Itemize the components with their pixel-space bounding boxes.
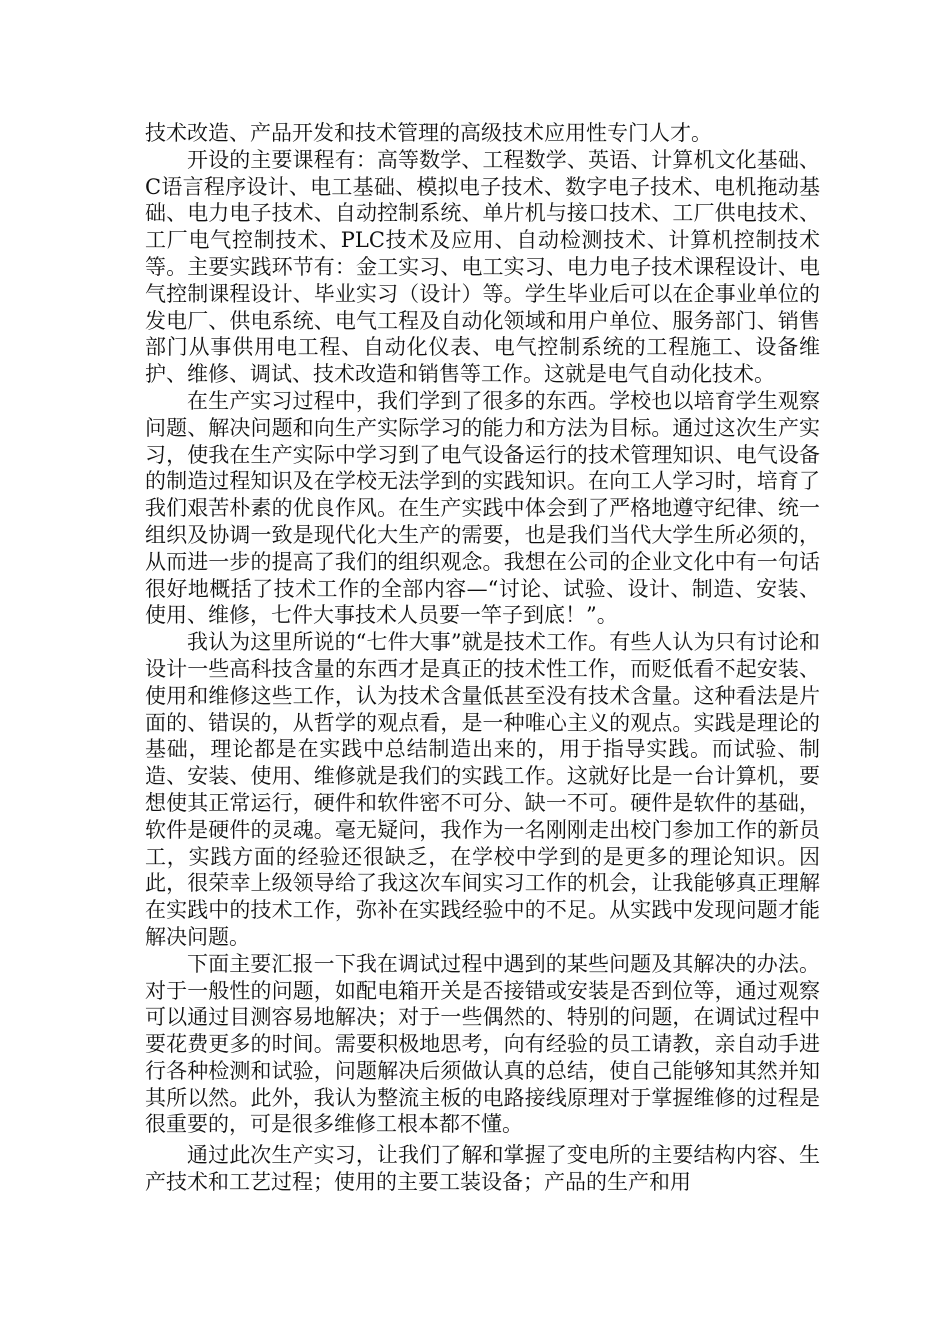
paragraph-1: 技术改造、产品开发和技术管理的高级技术应用性专门人才。 (145, 121, 712, 145)
paragraph-6: 通过此次生产实习，让我们了解和掌握了变电所的主要结构内容、生产技术和工艺过程；使用的主要工装设备；产品的生产和用 (145, 1143, 820, 1195)
document-body (145, 120, 820, 1196)
paragraph-3: 在生产实习过程中，我们学到了很多的东西。学校也以培育学生观察问题、解决问题和向生产实际学习的能力和方法为目标。通过这次生产实习，使我在生产实际中学习到了电气设备运行的技术管理知识、电气设备的制造过程知识及在学校无法学到的实践知识。在向工人学习时，培育了我们艰苦朴素的优良作风。在生产实践中体会到了严格地遵守纪律、统一组织及协调一致是现代化大生产的需要，也是我们当代大学生所必须的，从而进一步的提高了我们的组织观念。我想在公司的企业文化中有一句话很好地概括了技术工作的全部内容—“讨论、试验、设计、制造、安装、使用、维修，七件大事技术人员要一竿子到底！”。 (145, 388, 820, 628)
paragraph-2: 开设的主要课程有：高等数学、工程数学、英语、计算机文化基础、C语言程序设计、电工基础、模拟电子技术、数字电子技术、电机拖动基础、电力电子技术、自动控制系统、单片机与接口技术、工厂供电技术、工厂电气控制技术、PLC技术及应用、自动检测技术、计算机控制技术等。主要实践环节有：金工实习、电工实习、电力电子技术课程设计、电气控制课程设计、毕业实习（设计）等。学生毕业后可以在企事业单位的发电厂、供电系统、电气工程及自动化领域和用户单位、服务部门、销售部门从事供用电工程、自动化仪表、电气控制系统的工程施工、设备维护、维修、调试、技术改造和销售等工作。这就是电气自动化技术。 (145, 147, 820, 387)
paragraph-4: 我认为这里所说的“七件大事”就是技术工作。有些人认为只有讨论和设计一些高科技含量的东西才是真正的技术性工作，而贬低看不起安装、使用和维修这些工作，认为技术含量低甚至没有技术含量。这种看法是片面的、错误的，从哲学的观点看，是一种唯心主义的观点。实践是理论的基础，理论都是在实践中总结制造出来的，用于指导实践。而试验、制造、安装、使用、维修就是我们的实践工作。这就好比是一台计算机，要想使其正常运行，硬件和软件密不可分、缺一不可。硬件是软件的基础，软件是硬件的灵魂。毫无疑问，我作为一名刚刚走出校门参加工作的新员工，实践方面的经验还很缺乏，在学校中学到的是更多的理论知识。因此，很荣幸上级领导给了我这次车间实习工作的机会，让我能够真正理解在实践中的技术工作，弥补在实践经验中的不足。从实践中发现问题才能解决问题。 (145, 630, 820, 949)
paragraph-5: 下面主要汇报一下我在调试过程中遇到的某些问题及其解决的办法。对于一般性的问题，如配电箱开关是否接错或安装是否到位等，通过观察可以通过目测容易地解决；对于一些偶然的、特别的问题，在调试过程中要花费更多的时间。需要积极地思考，向有经验的员工请教，亲自动手进行各种检测和试验，问题解决后须做认真的总结，使自己能够知其然并知其所以然。此外，我认为整流主板的电路接线原理对于掌握维修的过程是很重要的，可是很多维修工根本都不懂。 (145, 951, 820, 1137)
